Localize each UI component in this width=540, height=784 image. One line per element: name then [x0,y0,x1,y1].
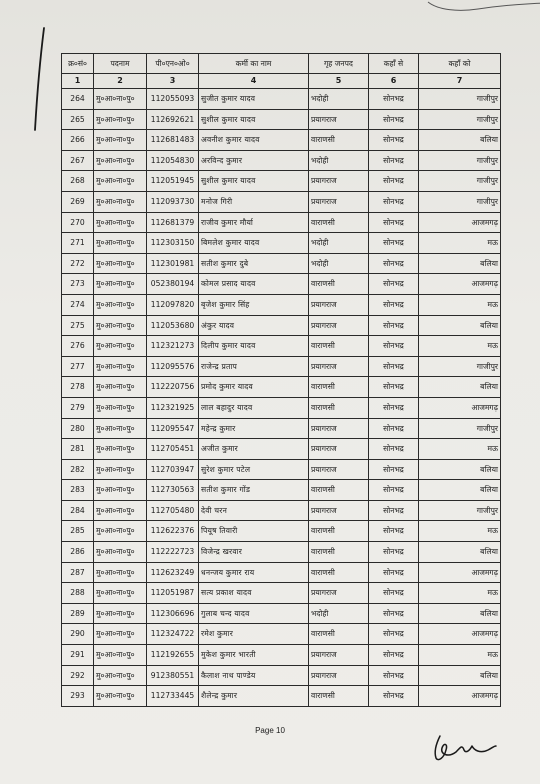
serial-number-cell: 280 [62,418,94,439]
from-district-cell: सोनभद्र [369,418,419,439]
to-district-cell: मऊ [419,336,501,357]
to-district-cell: बलिया [419,315,501,336]
handwritten-signature [426,732,498,764]
header-row [62,54,501,74]
employee-name-cell: कोमल प्रसाद यादव [199,274,309,295]
table-row [62,439,501,460]
table-row [62,294,501,315]
serial-number-cell: 269 [62,191,94,212]
to-district-cell: मऊ [419,294,501,315]
from-district-cell: सोनभद्र [369,336,419,357]
to-district-cell: गाजीपुर [419,171,501,192]
pno-cell: 112306696 [147,603,199,624]
serial-number-cell: 266 [62,130,94,151]
pen-curve-mark [418,0,540,22]
pno-cell: 112321273 [147,336,199,357]
from-district-cell: सोनभद्र [369,212,419,233]
to-district-cell: गाजीपुर [419,418,501,439]
pno-cell: 112055093 [147,89,199,110]
pno-cell: 112054830 [147,150,199,171]
home-district-cell: प्रयागराज [309,439,369,460]
home-district-cell: प्रयागराज [309,665,369,686]
employee-name-cell: राजेन्द्र प्रताप [199,356,309,377]
designation-cell: मु०आ०ना०पु० [94,294,147,315]
home-district-cell: प्रयागराज [309,645,369,666]
home-district-cell: प्रयागराज [309,418,369,439]
serial-number-cell: 273 [62,274,94,295]
header-to: कहाँ को [419,54,501,74]
home-district-cell: प्रयागराज [309,459,369,480]
to-district-cell: आजमगढ़ [419,686,501,707]
pno-cell: 112730563 [147,480,199,501]
serial-number-cell: 277 [62,356,94,377]
employee-name-cell: धनन्जय कुमार राय [199,562,309,583]
designation-cell: मु०आ०ना०पु० [94,150,147,171]
column-number: 7 [419,74,501,89]
home-district-cell: प्रयागराज [309,315,369,336]
pno-cell: 112703947 [147,459,199,480]
pno-cell: 112622376 [147,521,199,542]
pno-cell: 112303150 [147,233,199,254]
to-district-cell: बलिया [419,542,501,563]
from-district-cell: सोनभद्र [369,356,419,377]
table-row [62,480,501,501]
column-number: 5 [309,74,369,89]
designation-cell: मु०आ०ना०पु० [94,418,147,439]
from-district-cell: सोनभद्र [369,315,419,336]
employee-name-cell: कैलाश नाथ पाण्डेय [199,665,309,686]
designation-cell: मु०आ०ना०पु० [94,130,147,151]
from-district-cell: सोनभद्र [369,686,419,707]
home-district-cell: भदोही [309,89,369,110]
from-district-cell: सोनभद्र [369,603,419,624]
employee-name-cell: मुकेश कुमार भारती [199,645,309,666]
to-district-cell: मऊ [419,439,501,460]
designation-cell: मु०आ०ना०पु० [94,377,147,398]
page-number: Page 10 [255,726,285,735]
home-district-cell: वाराणसी [309,336,369,357]
pno-cell: 112623249 [147,562,199,583]
designation-cell: मु०आ०ना०पु० [94,171,147,192]
from-district-cell: सोनभद्र [369,171,419,192]
employee-name-cell: पियूष तिवारी [199,521,309,542]
employee-name-cell: अजीत कुमार [199,439,309,460]
table-row [62,89,501,110]
serial-number-cell: 275 [62,315,94,336]
pno-cell: 112053680 [147,315,199,336]
serial-number-cell: 284 [62,500,94,521]
from-district-cell: सोनभद्र [369,500,419,521]
serial-number-cell: 268 [62,171,94,192]
home-district-cell: वाराणसी [309,686,369,707]
to-district-cell: गाजीपुर [419,89,501,110]
pno-cell: 112222723 [147,542,199,563]
pno-cell: 112220756 [147,377,199,398]
employee-name-cell: सतीश कुमार गोंड [199,480,309,501]
to-district-cell: बलिया [419,130,501,151]
to-district-cell: मऊ [419,233,501,254]
to-district-cell: गाजीपुर [419,150,501,171]
from-district-cell: सोनभद्र [369,439,419,460]
pen-stroke-mark [0,0,60,140]
employee-name-cell: सुरेश कुमार पटेल [199,459,309,480]
table-row [62,500,501,521]
transfer-roster-table [61,53,501,707]
to-district-cell: बलिया [419,603,501,624]
to-district-cell: गाजीपुर [419,109,501,130]
designation-cell: मु०आ०ना०पु० [94,459,147,480]
from-district-cell: सोनभद्र [369,624,419,645]
to-district-cell: आजमगढ़ [419,397,501,418]
designation-cell: मु०आ०ना०पु० [94,356,147,377]
column-number: 1 [62,74,94,89]
table-row [62,459,501,480]
table-row [62,377,501,398]
pno-cell: 112692621 [147,109,199,130]
from-district-cell: सोनभद्र [369,233,419,254]
serial-number-cell: 288 [62,583,94,604]
designation-cell: मु०आ०ना०पु० [94,397,147,418]
from-district-cell: सोनभद्र [369,109,419,130]
designation-cell: मु०आ०ना०पु० [94,521,147,542]
home-district-cell: वाराणसी [309,274,369,295]
from-district-cell: सोनभद्र [369,253,419,274]
table-row [62,212,501,233]
serial-number-cell: 293 [62,686,94,707]
employee-name-cell: देवी चरन [199,500,309,521]
designation-cell: मु०आ०ना०पु० [94,686,147,707]
to-district-cell: बलिया [419,377,501,398]
table-row [62,418,501,439]
table-row [62,645,501,666]
pno-cell: 112733445 [147,686,199,707]
home-district-cell: भदोही [309,253,369,274]
serial-number-cell: 287 [62,562,94,583]
serial-number-cell: 290 [62,624,94,645]
serial-number-cell: 279 [62,397,94,418]
employee-name-cell: सुजीत कुमार यादव [199,89,309,110]
designation-cell: मु०आ०ना०पु० [94,542,147,563]
employee-name-cell: अरविन्द कुमार [199,150,309,171]
to-district-cell: गाजीपुर [419,500,501,521]
table-row [62,109,501,130]
serial-number-cell: 283 [62,480,94,501]
from-district-cell: सोनभद्र [369,89,419,110]
home-district-cell: वाराणसी [309,624,369,645]
pno-cell: 052380194 [147,274,199,295]
table-row [62,150,501,171]
from-district-cell: सोनभद्र [369,480,419,501]
home-district-cell: भदोही [309,603,369,624]
employee-name-cell: गुलाब चन्द यादव [199,603,309,624]
employee-name-cell: लाल बहादुर यादव [199,397,309,418]
designation-cell: मु०आ०ना०पु० [94,336,147,357]
serial-number-cell: 289 [62,603,94,624]
from-district-cell: सोनभद्र [369,191,419,212]
employee-name-cell: रमेश कुमार [199,624,309,645]
designation-cell: मु०आ०ना०पु० [94,212,147,233]
serial-number-cell: 292 [62,665,94,686]
employee-name-cell: दिलीप कुमार यादव [199,336,309,357]
designation-cell: मु०आ०ना०पु० [94,562,147,583]
serial-number-cell: 281 [62,439,94,460]
employee-name-cell: मनोज गिरी [199,191,309,212]
column-number: 2 [94,74,147,89]
designation-cell: मु०आ०ना०पु० [94,109,147,130]
serial-number-cell: 282 [62,459,94,480]
from-district-cell: सोनभद्र [369,645,419,666]
to-district-cell: आजमगढ़ [419,624,501,645]
designation-cell: मु०आ०ना०पु० [94,89,147,110]
pno-cell: 112681379 [147,212,199,233]
home-district-cell: प्रयागराज [309,500,369,521]
pno-cell: 112321925 [147,397,199,418]
column-number: 4 [199,74,309,89]
table-row [62,686,501,707]
to-district-cell: गाजीपुर [419,356,501,377]
pno-cell: 112301981 [147,253,199,274]
table-row [62,521,501,542]
employee-name-cell: विजेन्द्र खरवार [199,542,309,563]
table-row [62,562,501,583]
pno-cell: 112093730 [147,191,199,212]
to-district-cell: मऊ [419,645,501,666]
pno-cell: 112051945 [147,171,199,192]
designation-cell: मु०आ०ना०पु० [94,665,147,686]
serial-number-cell: 286 [62,542,94,563]
from-district-cell: सोनभद्र [369,130,419,151]
home-district-cell: भदोही [309,233,369,254]
employee-name-cell: अवनीश कुमार यादव [199,130,309,151]
home-district-cell: वाराणसी [309,521,369,542]
serial-number-cell: 267 [62,150,94,171]
from-district-cell: सोनभद्र [369,521,419,542]
from-district-cell: सोनभद्र [369,583,419,604]
to-district-cell: आजमगढ़ [419,212,501,233]
to-district-cell: बलिया [419,459,501,480]
table-row [62,274,501,295]
serial-number-cell: 265 [62,109,94,130]
serial-number-cell: 274 [62,294,94,315]
from-district-cell: सोनभद्र [369,665,419,686]
table-row [62,583,501,604]
to-district-cell: आजमगढ़ [419,274,501,295]
designation-cell: मु०आ०ना०पु० [94,253,147,274]
employee-name-cell: सत्य प्रकाश यादव [199,583,309,604]
pno-cell: 112095547 [147,418,199,439]
column-number: 6 [369,74,419,89]
pno-cell: 112051987 [147,583,199,604]
home-district-cell: वाराणसी [309,130,369,151]
to-district-cell: मऊ [419,583,501,604]
header-from: कहाँ से [369,54,419,74]
employee-name-cell: प्रमोद कुमार यादव [199,377,309,398]
home-district-cell: वाराणसी [309,480,369,501]
from-district-cell: सोनभद्र [369,459,419,480]
designation-cell: मु०आ०ना०पु० [94,191,147,212]
serial-number-cell: 278 [62,377,94,398]
table-row [62,624,501,645]
pno-cell: 912380551 [147,665,199,686]
from-district-cell: सोनभद्र [369,274,419,295]
table-row [62,315,501,336]
home-district-cell: वाराणसी [309,212,369,233]
home-district-cell: वाराणसी [309,542,369,563]
designation-cell: मु०आ०ना०पु० [94,500,147,521]
designation-cell: मु०आ०ना०पु० [94,274,147,295]
table-row [62,665,501,686]
to-district-cell: बलिया [419,665,501,686]
from-district-cell: सोनभद्र [369,294,419,315]
home-district-cell: प्रयागराज [309,171,369,192]
to-district-cell: बलिया [419,253,501,274]
home-district-cell: प्रयागराज [309,109,369,130]
employee-name-cell: शैलेन्द्र कुमार [199,686,309,707]
pno-cell: 112324722 [147,624,199,645]
designation-cell: मु०आ०ना०पु० [94,480,147,501]
table-row [62,191,501,212]
pno-cell: 112681483 [147,130,199,151]
table-row [62,603,501,624]
header-serial-number: क्र०सं० [62,54,94,74]
designation-cell: मु०आ०ना०पु० [94,603,147,624]
designation-cell: मु०आ०ना०पु० [94,583,147,604]
table-row [62,336,501,357]
home-district-cell: प्रयागराज [309,294,369,315]
home-district-cell: वाराणसी [309,397,369,418]
employee-name-cell: अंकुर यादव [199,315,309,336]
pno-cell: 112095576 [147,356,199,377]
table-row [62,233,501,254]
home-district-cell: वाराणसी [309,377,369,398]
home-district-cell: प्रयागराज [309,191,369,212]
home-district-cell: वाराणसी [309,562,369,583]
from-district-cell: सोनभद्र [369,377,419,398]
serial-number-cell: 291 [62,645,94,666]
table-row [62,542,501,563]
column-number: 3 [147,74,199,89]
header-pno: पी०एन०ओ० [147,54,199,74]
serial-number-cell: 272 [62,253,94,274]
serial-number-cell: 285 [62,521,94,542]
to-district-cell: आजमगढ़ [419,562,501,583]
from-district-cell: सोनभद्र [369,150,419,171]
from-district-cell: सोनभद्र [369,562,419,583]
header-home-district: गृह जनपद [309,54,369,74]
serial-number-cell: 270 [62,212,94,233]
from-district-cell: सोनभद्र [369,397,419,418]
employee-name-cell: बृजेश कुमार सिंह [199,294,309,315]
home-district-cell: प्रयागराज [309,583,369,604]
table-row [62,130,501,151]
table-row [62,356,501,377]
serial-number-cell: 264 [62,89,94,110]
employee-name-cell: बिमलेश कुमार यादव [199,233,309,254]
employee-name-cell: सतीश कुमार दुबे [199,253,309,274]
employee-name-cell: सुशील कुमार यादव [199,109,309,130]
to-district-cell: गाजीपुर [419,191,501,212]
pno-cell: 112192655 [147,645,199,666]
pno-cell: 112705480 [147,500,199,521]
table-row [62,397,501,418]
pno-cell: 112097820 [147,294,199,315]
employee-name-cell: राजीव कुमार मौर्या [199,212,309,233]
to-district-cell: मऊ [419,521,501,542]
table-row [62,253,501,274]
home-district-cell: भदोही [309,150,369,171]
designation-cell: मु०आ०ना०पु० [94,645,147,666]
serial-number-cell: 271 [62,233,94,254]
designation-cell: मु०आ०ना०पु० [94,624,147,645]
designation-cell: मु०आ०ना०पु० [94,233,147,254]
pno-cell: 112705451 [147,439,199,460]
header-designation: पदनाम [94,54,147,74]
employee-name-cell: सुशील कुमार यादव [199,171,309,192]
designation-cell: मु०आ०ना०पु० [94,439,147,460]
employee-name-cell: महेन्द्र कुमार [199,418,309,439]
serial-number-cell: 276 [62,336,94,357]
roster-body [62,89,501,707]
home-district-cell: प्रयागराज [309,356,369,377]
table-row [62,171,501,192]
column-number-row [62,74,501,89]
designation-cell: मु०आ०ना०पु० [94,315,147,336]
to-district-cell: बलिया [419,480,501,501]
from-district-cell: सोनभद्र [369,542,419,563]
header-employee-name: कर्मी का नाम [199,54,309,74]
